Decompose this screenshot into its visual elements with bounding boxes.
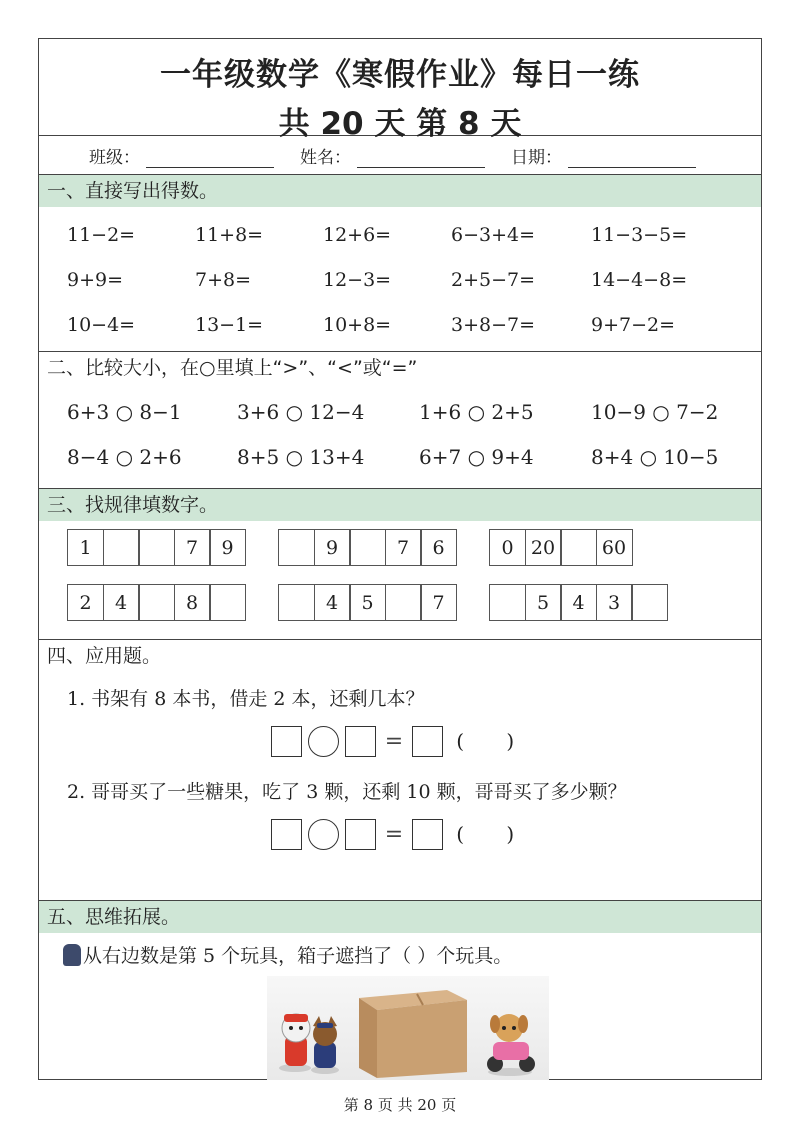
- sequence-cell[interactable]: 3: [596, 584, 633, 621]
- date-blank[interactable]: [568, 149, 696, 168]
- problem: 11−3−5=: [591, 224, 688, 246]
- sequence-cell[interactable]: [138, 529, 175, 566]
- section-3-heading: 三、找规律填数字。: [39, 489, 761, 521]
- section-3: [39, 489, 761, 640]
- equals-sign: =: [384, 821, 404, 847]
- sequence-cell[interactable]: [209, 584, 246, 621]
- sequence-cell[interactable]: [103, 529, 140, 566]
- section-1: [39, 175, 761, 352]
- sequence-cell[interactable]: 6: [420, 529, 457, 566]
- answer-box[interactable]: [345, 726, 376, 757]
- compare-item[interactable]: 8−4 ○ 2+6: [67, 445, 182, 469]
- problem: 10−4=: [67, 314, 136, 336]
- date-label: 日期：: [511, 147, 562, 168]
- compare-item[interactable]: 8+4 ○ 10−5: [591, 445, 719, 469]
- section-1-heading: 一、直接写出得数。: [39, 175, 761, 207]
- answer-box[interactable]: [412, 819, 443, 850]
- sequence-cell[interactable]: 7: [385, 529, 422, 566]
- question-text: 从右边数是第 5 个玩具，箱子遮挡了（ ）个玩具。: [83, 945, 513, 967]
- page-subtitle: 共 20 天 第 8 天: [278, 106, 522, 142]
- compare-item[interactable]: 8+5 ○ 13+4: [237, 445, 365, 469]
- problem: 14−4−8=: [591, 269, 688, 291]
- section-4-heading: 四、应用题。: [39, 640, 761, 672]
- problem: 11+8=: [195, 224, 264, 246]
- sequence-cell[interactable]: 8: [174, 584, 211, 621]
- sequence-cell[interactable]: [489, 584, 526, 621]
- sequence: [278, 529, 457, 566]
- compare-item[interactable]: 6+3 ○ 8−1: [67, 400, 182, 424]
- sequence-row: [67, 529, 761, 566]
- equation-2: [39, 804, 761, 864]
- problem: 11−2=: [67, 224, 136, 246]
- sequence: [489, 584, 668, 621]
- class-label: 班级：: [89, 147, 140, 168]
- sequence-cell[interactable]: [385, 584, 422, 621]
- problem: 10+8=: [323, 314, 392, 336]
- operator-circle[interactable]: [308, 726, 339, 757]
- problem: 6−3+4=: [451, 224, 536, 246]
- dog-icon: [63, 944, 81, 966]
- sequence-cell[interactable]: 2: [67, 584, 104, 621]
- unit-blank[interactable]: ( ): [456, 822, 533, 846]
- sequence-cell[interactable]: [631, 584, 668, 621]
- sequence-cell[interactable]: [278, 529, 315, 566]
- problem: 9+9=: [67, 269, 124, 291]
- section-5-heading: 五、思维拓展。: [39, 901, 761, 933]
- toy-chase-icon: [311, 1016, 339, 1074]
- answer-box[interactable]: [412, 726, 443, 757]
- problem: 13−1=: [195, 314, 264, 336]
- name-label: 姓名：: [300, 147, 351, 168]
- section-2-heading: 二、比较大小，在○里填上“>”、“<”或“=”: [39, 352, 761, 384]
- operator-circle[interactable]: [308, 819, 339, 850]
- sequence-cell[interactable]: 7: [420, 584, 457, 621]
- toy-skye-icon: [487, 1014, 535, 1076]
- toy-marshall-icon: [279, 1014, 311, 1072]
- section-2: [39, 352, 761, 489]
- date-field[interactable]: [511, 143, 696, 168]
- sequence-cell[interactable]: 4: [560, 584, 597, 621]
- unit-blank[interactable]: ( ): [456, 729, 533, 753]
- problem: 2+5−7=: [451, 269, 536, 291]
- problem: 12−3=: [323, 269, 392, 291]
- class-blank[interactable]: [146, 149, 274, 168]
- problem: 3+8−7=: [451, 314, 536, 336]
- section-4: [39, 640, 761, 901]
- title-block: [39, 39, 761, 142]
- compare-grid: [39, 384, 761, 480]
- equation-1: [39, 711, 761, 771]
- toys-picture: [267, 976, 549, 1080]
- sequence-cell[interactable]: 9: [209, 529, 246, 566]
- sequence: [489, 529, 633, 566]
- sequence: [67, 584, 246, 621]
- cardboard-box-icon: [359, 990, 467, 1078]
- sequence-cell[interactable]: 60: [596, 529, 633, 566]
- compare-item[interactable]: 6+7 ○ 9+4: [419, 445, 534, 469]
- arithmetic-grid: [39, 207, 761, 348]
- name-blank[interactable]: [357, 149, 485, 168]
- sequence-cell[interactable]: 0: [489, 529, 526, 566]
- page-title: 一年级数学《寒假作业》每日一练: [160, 57, 640, 93]
- problem: 12+6=: [323, 224, 392, 246]
- answer-box[interactable]: [345, 819, 376, 850]
- sequence-cell[interactable]: 1: [67, 529, 104, 566]
- sequence-row: [67, 584, 761, 621]
- worksheet: [38, 38, 762, 1080]
- problem: 7+8=: [195, 269, 252, 291]
- problem: 9+7−2=: [591, 314, 676, 336]
- sequence-cell[interactable]: 5: [525, 584, 562, 621]
- compare-item[interactable]: 3+6 ○ 12−4: [237, 400, 365, 424]
- answer-box[interactable]: [271, 726, 302, 757]
- sequence-area: [39, 521, 761, 627]
- question-2: 2. 哥哥买了一些糖果，吃了 3 颗，还剩 10 颗，哥哥买了多少颗？: [67, 781, 627, 803]
- sequence-cell[interactable]: [138, 584, 175, 621]
- sequence-cell[interactable]: [560, 529, 597, 566]
- answer-box[interactable]: [271, 819, 302, 850]
- sequence-cell[interactable]: 4: [314, 584, 351, 621]
- name-field[interactable]: [300, 143, 485, 168]
- sequence: [278, 584, 457, 621]
- compare-item[interactable]: 1+6 ○ 2+5: [419, 400, 534, 424]
- page-footer: 第 8 页 共 20 页: [343, 1096, 457, 1114]
- sequence-cell[interactable]: [349, 529, 386, 566]
- sequence-cell[interactable]: 4: [103, 584, 140, 621]
- sequence-cell[interactable]: [278, 584, 315, 621]
- thinking-question: [39, 941, 761, 968]
- equals-sign: =: [384, 728, 404, 754]
- compare-item[interactable]: 10−9 ○ 7−2: [591, 400, 719, 424]
- sequence-cell[interactable]: 20: [525, 529, 562, 566]
- section-5: [39, 901, 761, 1080]
- toys-illustration: [267, 976, 549, 1080]
- sequence-cell[interactable]: 5: [349, 584, 386, 621]
- class-field[interactable]: [89, 143, 274, 168]
- info-row: [39, 136, 761, 175]
- question-1: 1. 书架有 8 本书，借走 2 本，还剩几本？: [67, 688, 425, 710]
- sequence-cell[interactable]: 7: [174, 529, 211, 566]
- sequence-cell[interactable]: 9: [314, 529, 351, 566]
- sequence: [67, 529, 246, 566]
